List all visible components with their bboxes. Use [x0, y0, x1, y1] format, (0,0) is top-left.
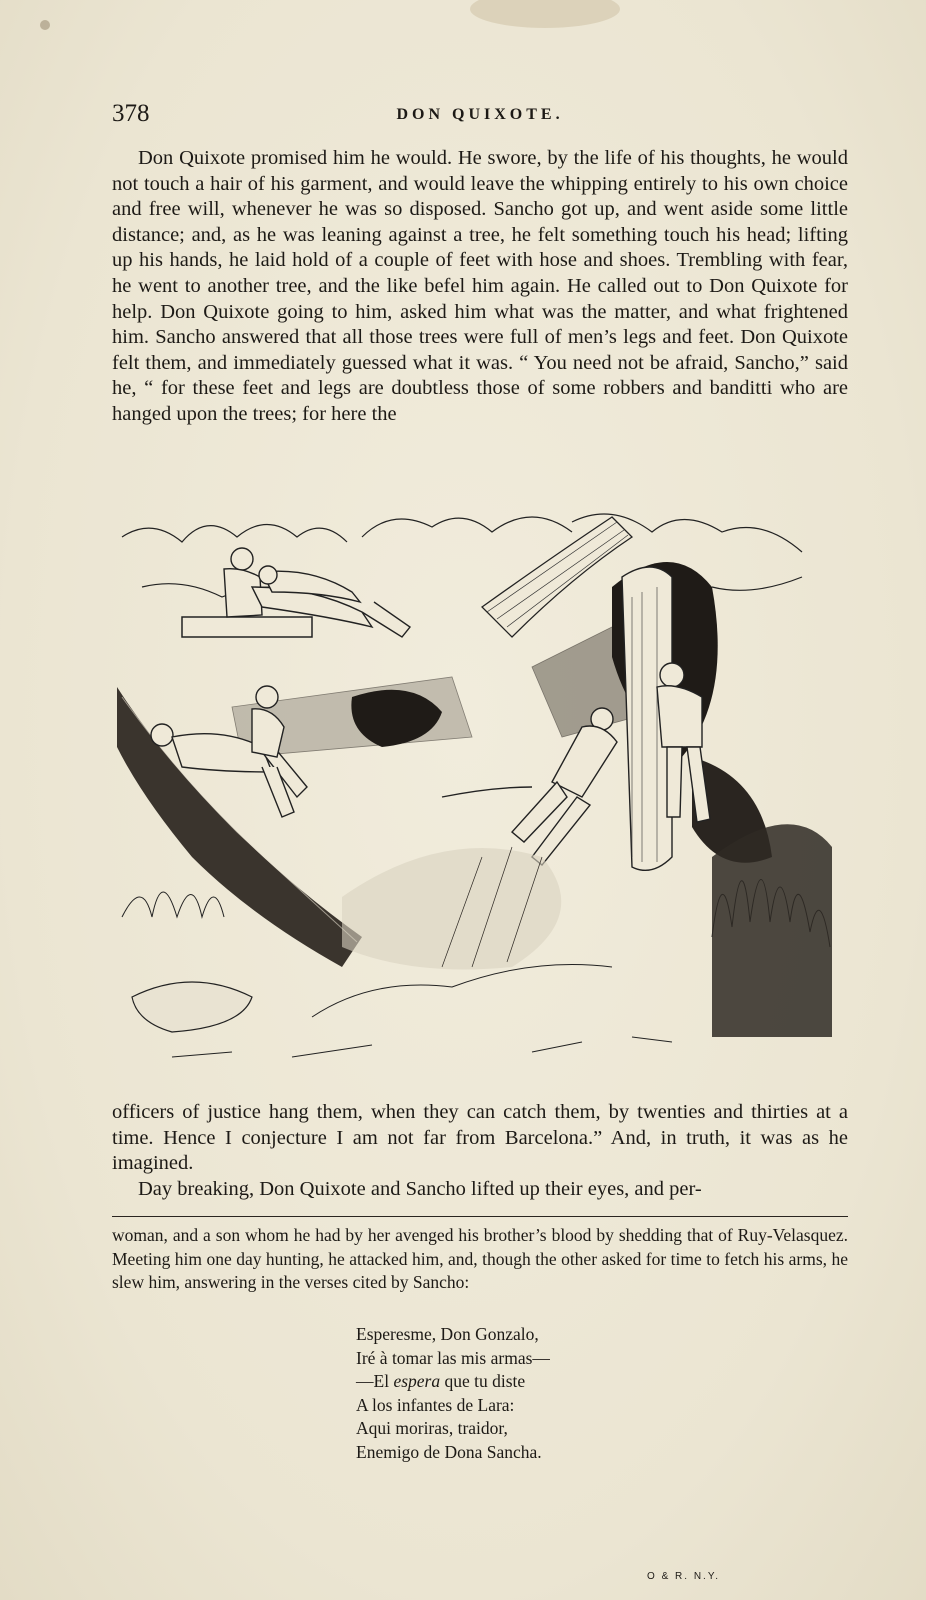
- verse-line: A los infantes de Lara:: [356, 1394, 515, 1415]
- body-paragraph: Day breaking, Don Quixote and Sancho lifted up their eyes, and per-: [138, 1177, 702, 1200]
- verse-line: Aqui moriras, traidor,: [356, 1418, 508, 1439]
- running-title: DON QUIXOTE.: [396, 106, 564, 123]
- engraving-illustration: [112, 497, 848, 1072]
- body-continuation: [112, 1100, 848, 1202]
- page-number: 378: [112, 100, 150, 127]
- verse-line: —El espera que tu diste: [356, 1371, 526, 1392]
- page-header: [112, 96, 848, 130]
- footnote-verse: [356, 1323, 550, 1465]
- body-paragraph: Don Quixote promised him he would. He swore, by the life of his thoughts, he would not touch a hair of his garment, and would leave the whipping entirely to his own choice and free will, whenever he was so disposed. Sancho got up, and went aside some little distance; and, as he was leaning against a tree, he felt something touch his head; lifting up his hands, he laid hold of a couple of feet with hose and shoes. Trembling with fear, he went to another tree, and the like befel him again. He called out to Don Quixote for help. Don Quixote going to him, asked him what was the matter, and what frightened him. Sancho answered that all those trees were full of men’s legs and feet. Don Quixote felt them, and immediately guessed what it was. “ You need not be afraid, Sancho,” said he, “ for these feet and legs are doubtless those of some robbers and banditti who are hanged upon the trees; for here the: [112, 147, 848, 425]
- verse-line: Enemigo de Dona Sancha.: [356, 1441, 542, 1462]
- verse-italic-word: espera: [393, 1371, 441, 1392]
- footnote-text: woman, and a son whom he had by her avenged his brother’s blood by shedding that of Ruy-Velasquez. Meeting him one day hunting, he attacked him, and, though the other asked for time to fetch his arms, he slew him, answering in the verses cited by Sancho:: [112, 1225, 848, 1293]
- footnote-divider: [112, 1216, 848, 1217]
- engraver-mark: O & R. N.Y.: [647, 1571, 720, 1582]
- age-stain: [470, 0, 620, 28]
- body-paragraph: officers of justice hang them, when they can catch them, by twenties and thirties at a time. Hence I conjecture I am not far from Barcelona.” And, in truth, it was as he imagined.: [112, 1101, 848, 1175]
- verse-line: Esperesme, Don Gonzalo,: [356, 1324, 539, 1344]
- age-stain: [40, 20, 50, 30]
- verse-line: Iré à tomar las mis armas—: [356, 1347, 550, 1368]
